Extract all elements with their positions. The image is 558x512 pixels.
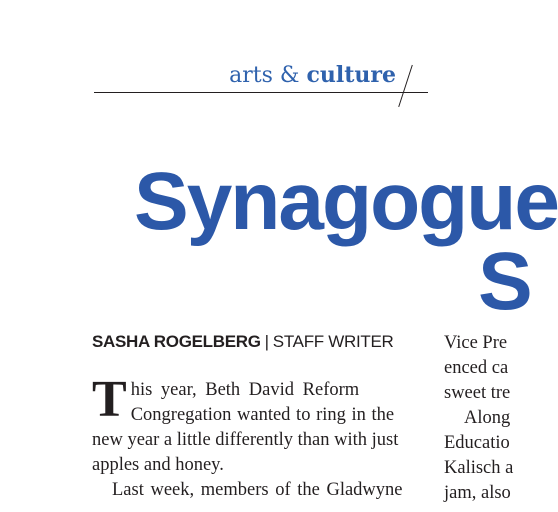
article-line: Educatio (444, 433, 510, 453)
article-line: Last week, members of the Gladwyne (112, 480, 403, 500)
article-line: apples and honey. (92, 455, 224, 475)
article-left-column (92, 371, 422, 503)
headline-line-2: S (478, 236, 533, 327)
article-line: new year a little differently than with just (92, 430, 399, 450)
section-label-bold: culture (306, 62, 396, 88)
section-divider-line (94, 92, 428, 93)
article-line: Congregation wanted to ring in the (130, 405, 395, 425)
headline: Synagogue (134, 156, 558, 247)
article-line: sweet tre (444, 383, 511, 403)
section-label (229, 62, 396, 88)
drop-cap: T (92, 371, 127, 428)
article-line: his year, Beth David Reform (130, 380, 360, 400)
article-line: enced ca (444, 358, 509, 378)
section-slash-mark (398, 65, 413, 107)
byline (92, 332, 394, 352)
article-line: Vice Pre (444, 333, 508, 353)
article-line: Along (464, 408, 511, 428)
section-label-regular: arts & (229, 63, 307, 88)
article-right-column (444, 331, 544, 506)
byline-author: SASHA ROGELBERG (92, 332, 261, 351)
article-line: jam, also (444, 483, 511, 503)
section-header (0, 0, 512, 115)
byline-separator: | (264, 332, 269, 351)
article-line: Kalisch a (444, 458, 514, 478)
byline-role: STAFF WRITER (272, 332, 394, 351)
